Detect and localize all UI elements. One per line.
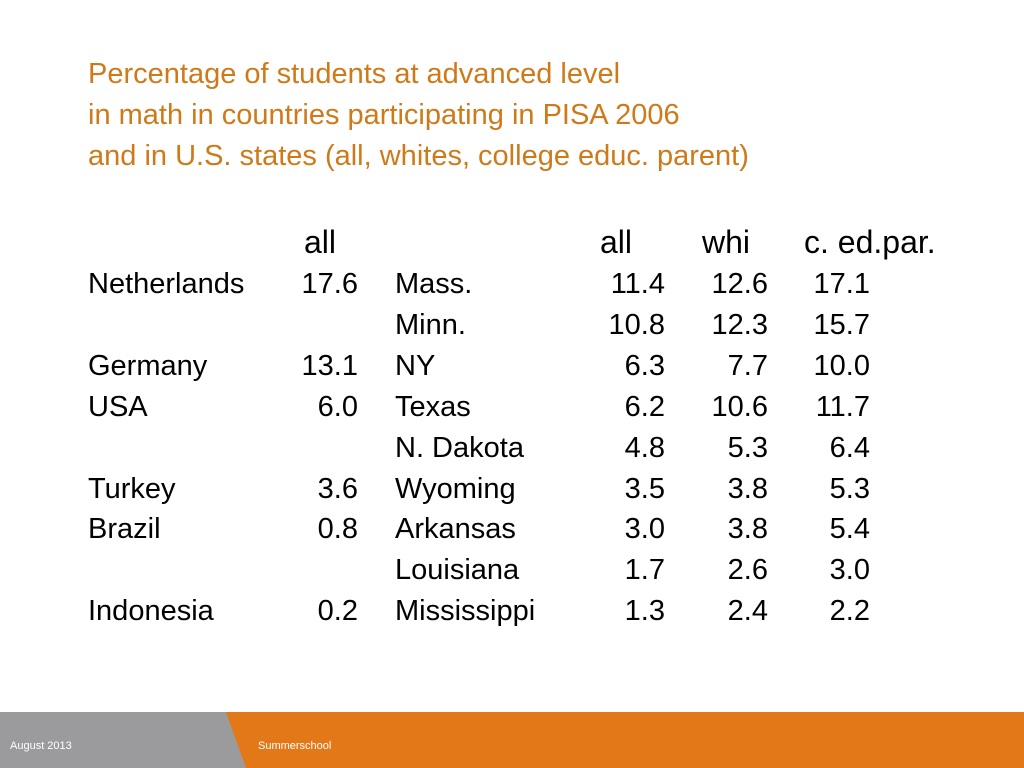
slide-footer <box>0 712 1024 768</box>
state-all-value: 10.8 <box>608 309 665 341</box>
country-name: USA <box>88 391 148 423</box>
country-all-value: 17.6 <box>301 268 358 300</box>
country-all-value: 3.6 <box>317 473 358 505</box>
state-name: NY <box>395 350 436 382</box>
state-all-value: 3.0 <box>624 513 665 545</box>
state-college-value: 11.7 <box>815 391 870 423</box>
state-all-value: 6.2 <box>624 391 665 423</box>
state-whites-value: 3.8 <box>727 513 768 545</box>
state-whites-value: 5.3 <box>727 432 768 464</box>
state-name: Louisiana <box>395 554 520 586</box>
state-name: N. Dakota <box>395 432 524 464</box>
state-college-value: 3.0 <box>829 554 870 586</box>
state-whites-value: 12.6 <box>711 268 768 300</box>
state-all-value: 4.8 <box>624 432 665 464</box>
state-name: Arkansas <box>395 513 516 545</box>
country-all-value: 6.0 <box>317 391 358 423</box>
state-college-value: 2.2 <box>829 595 870 627</box>
country-name: Brazil <box>88 513 161 545</box>
state-whites-value: 10.6 <box>711 391 768 423</box>
state-name: Mass. <box>395 268 473 300</box>
country-all-value: 0.2 <box>317 595 358 627</box>
state-whites-value: 3.8 <box>727 473 768 505</box>
state-college-value: 5.3 <box>829 473 870 505</box>
state-all-header: all <box>600 224 633 260</box>
state-college-value: 6.4 <box>829 432 870 464</box>
state-all-value: 3.5 <box>624 473 665 505</box>
state-name: Wyoming <box>395 473 516 505</box>
state-whites-value: 2.4 <box>727 595 768 627</box>
state-name: Texas <box>395 391 471 423</box>
country-all-value: 13.1 <box>301 350 358 382</box>
country-name: Indonesia <box>88 595 214 627</box>
state-all-value: 1.3 <box>624 595 665 627</box>
state-all-value: 6.3 <box>624 350 665 382</box>
state-whites-value: 2.6 <box>727 554 768 586</box>
country-name: Netherlands <box>88 268 245 300</box>
state-whites-value: 12.3 <box>711 309 768 341</box>
state-college-value: 5.4 <box>829 513 870 545</box>
state-whites-value: 7.7 <box>727 350 768 382</box>
state-college-value: 15.7 <box>813 309 870 341</box>
state-all-value: 11.4 <box>610 268 665 300</box>
state-name: Minn. <box>395 309 466 341</box>
country-name: Turkey <box>88 473 176 505</box>
country-all-value: 0.8 <box>317 513 358 545</box>
state-college-value: 17.1 <box>813 268 870 300</box>
title-line-2: in math in countries participating in PISA 2006 <box>88 99 680 131</box>
state-all-value: 1.7 <box>624 554 665 586</box>
state-college-header: c. ed.par. <box>804 224 936 260</box>
state-college-value: 10.0 <box>813 350 870 382</box>
country-all-header: all <box>304 224 337 260</box>
title-line-3: and in U.S. states (all, whites, college educ. parent) <box>88 140 749 172</box>
country-name: Germany <box>88 350 208 382</box>
title-line-1: Percentage of students at advanced level <box>88 58 621 90</box>
footer-date: August 2013 <box>10 740 72 752</box>
state-name: Mississippi <box>395 595 536 627</box>
footer-event: Summerschool <box>258 740 332 752</box>
state-whites-header: whi <box>702 224 751 260</box>
